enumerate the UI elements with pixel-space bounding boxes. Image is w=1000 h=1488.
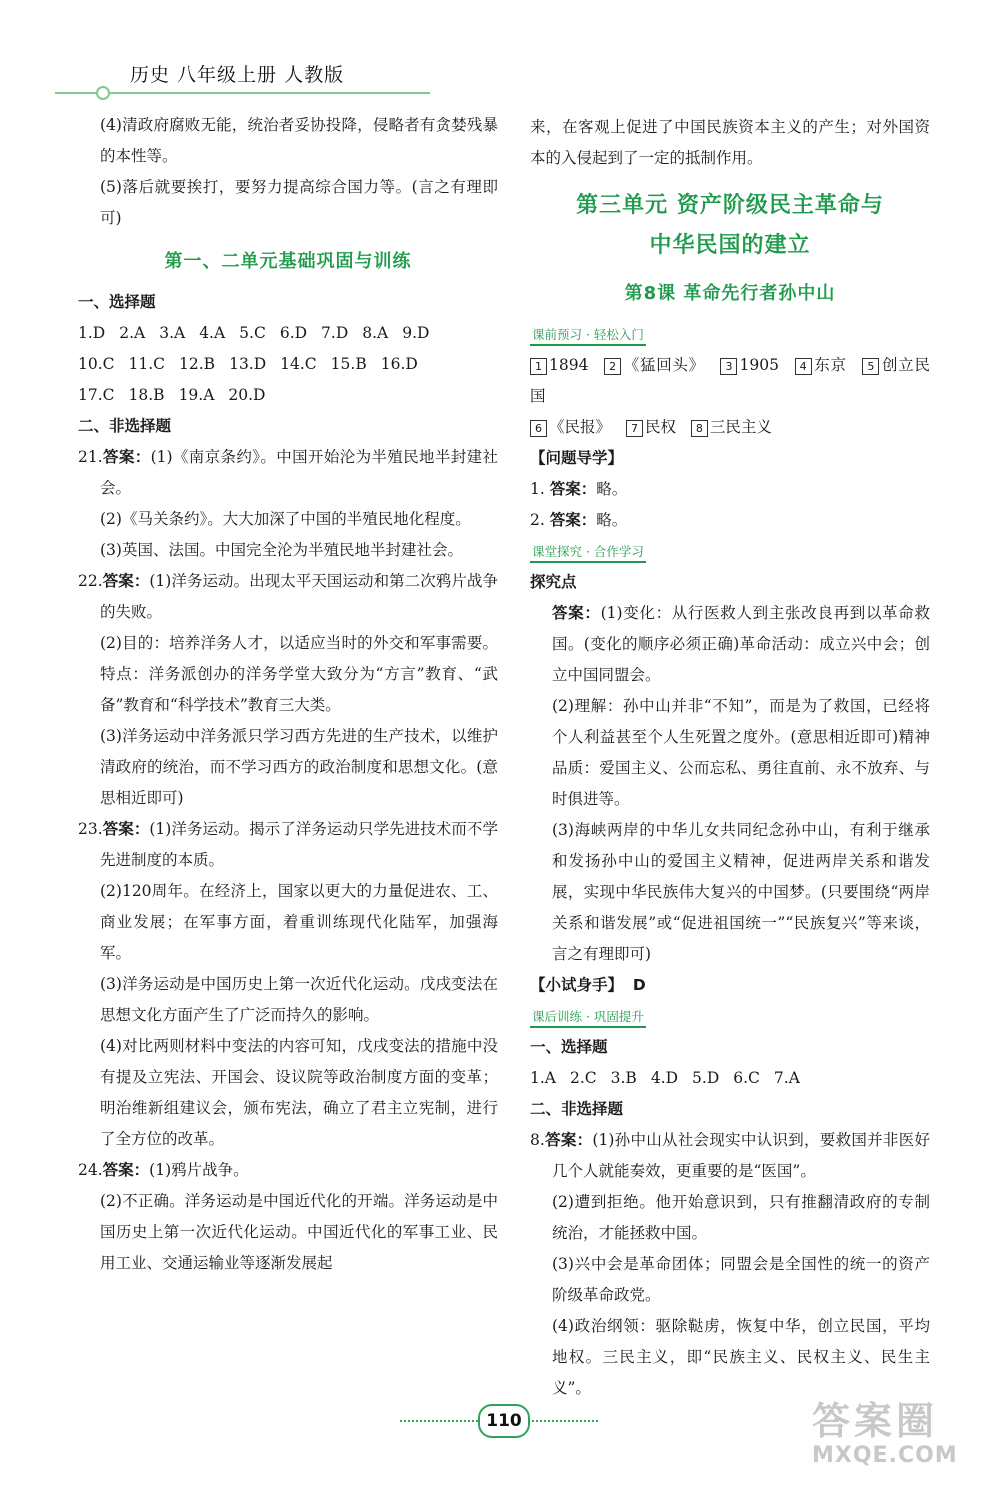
watermark-logo: 答案圈 MXQE.COM: [812, 1399, 958, 1468]
choice-answer: 19.A: [178, 386, 215, 404]
guide-heading: 【问题导学】: [530, 449, 624, 467]
choice-answers-row-3: [78, 380, 498, 411]
intro-item-5: (5)落后就要挨打，要努力提高综合国力等。(言之有理即可): [100, 178, 498, 227]
choice-answer: 2.C: [569, 1069, 597, 1087]
choice-answers-right: [530, 1063, 930, 1094]
choice-answer: 16.D: [380, 355, 418, 373]
choice-answer: 17.C: [78, 386, 115, 404]
blank-answers-row-1: 1 1894 2 《猛回头》 3 1905 4 东京 5 创立民国: [530, 356, 930, 405]
q22-answer-3: (3)洋务运动中洋务派只学习西方先进的生产技术，以维护清政府的统治，而不学习西方的政治制度和思想文化。(意思相近即可): [100, 727, 498, 807]
choice-answer: 6.C: [733, 1069, 760, 1087]
q21-answer-3: (3)英国、法国。中国完全沦为半殖民地半封建社会。: [100, 541, 463, 559]
nonchoice-heading: 二、非选择题: [78, 417, 172, 435]
q8-answer-1: 8.答案：(1)孙中山从社会现实中认识到，要救国并非医好几个人就能奏效，更重要的是“医国”。: [530, 1131, 930, 1180]
continued-text: 来，在客观上促进了中国民族资本主义的产生；对外国资本的入侵起到了一定的抵制作用。: [530, 118, 930, 167]
unit-3-title: 第三单元 资产阶级民主革命与 中华民国的建立: [576, 193, 884, 258]
q22-answer-1: 22.答案：(1)洋务运动。出现太平天国运动和第二次鸦片战争的失败。: [78, 572, 498, 621]
intro-item-4: (4)清政府腐败无能，统治者妥协投降，侵略者有贪婪残暴的本性等。: [100, 116, 498, 165]
q23-answer-4: (4)对比两则材料中变法的内容可知，戊戌变法的措施中没有提及立宪法、开国会、设议院等政治制度方面的变革；明治维新组建议会，颁布宪法，确立了君主立宪制，进行了全方位的改革。: [100, 1037, 498, 1148]
choice-answers-row-2: [78, 349, 498, 380]
header-rule: [55, 92, 430, 94]
choice-answer: 1.D: [78, 324, 106, 342]
q8-answer-4: (4)政治纲领：驱除鞑虏，恢复中华，创立民国，平均地权。三民主义，即“民族主义、民权主义、民生主义”。: [552, 1317, 930, 1397]
choice-answer: 4.A: [199, 324, 226, 342]
guide-answer-2: 2. 答案：略。: [530, 511, 628, 529]
page-number: 110: [478, 1404, 530, 1438]
choice-answer: 1.A: [530, 1069, 556, 1087]
choice-answer: 3.A: [159, 324, 186, 342]
try-yourself: 【小试身手】 D: [530, 976, 646, 994]
choice-answer: 10.C: [78, 355, 115, 373]
q22-answer-2: (2)目的：培养洋务人才，以适应当时的外交和军事需要。特点：洋务派创办的洋务学堂大致分为“方言”教育、“武备”教育和“科学技术”教育三大类。: [100, 634, 498, 714]
choice-heading: 一、选择题: [78, 293, 156, 311]
explore-answer-1: 答案：(1)变化：从行医救人到主张改良再到以革命救国。(变化的顺序必须正确)革命活动：成立兴中会；创立中国同盟会。: [552, 604, 930, 684]
explore-heading: 探究点: [530, 573, 577, 591]
q8-answer-2: (2)遭到拒绝。他开始意识到，只有推翻清政府的专制统治，才能拯救中国。: [552, 1193, 930, 1242]
blank-answers-row-2: 6 《民报》 7 民权 8 三民主义: [530, 412, 930, 443]
section-title-unit-1-2: 第一、二单元基础巩固与训练: [164, 251, 412, 272]
choice-answer: 5.D: [692, 1069, 720, 1087]
q24-answer-1: 24.答案：(1)鸦片战争。: [78, 1161, 249, 1179]
choice-answer: 6.D: [279, 324, 308, 342]
page-number-left-rule: [400, 1420, 478, 1422]
choice-answer: 2.A: [119, 324, 146, 342]
choice-answer: 7.A: [773, 1069, 800, 1087]
right-column: [530, 112, 930, 1404]
q8-answer-3: (3)兴中会是革命团体；同盟会是全国性的统一的资产阶级革命政党。: [552, 1255, 930, 1304]
choice-answer: 11.C: [128, 355, 166, 373]
choice-answer: 7.D: [321, 324, 349, 342]
choice-heading-right: 一、选择题: [530, 1038, 608, 1056]
tag-after-class: 课后训练 · 巩固提升: [530, 1008, 646, 1028]
book-header-title: 历史 八年级上册 人教版: [130, 64, 345, 86]
choice-answer: 12.B: [179, 355, 216, 373]
q21-answer-1: 21.答案：(1)《南京条约》。中国开始沦为半殖民地半封建社会。: [78, 448, 498, 497]
choice-answer: 8.A: [362, 324, 389, 342]
header-dot-ornament: [96, 86, 110, 100]
q21-answer-2: (2)《马关条约》。大大加深了中国的半殖民地化程度。: [100, 510, 471, 528]
choice-answer: 9.D: [402, 324, 430, 342]
choice-answer: 18.B: [128, 386, 165, 404]
q23-answer-3: (3)洋务运动是中国历史上第一次近代化运动。戊戌变法在思想文化方面产生了广泛而持久的影响。: [100, 975, 498, 1024]
page-number-right-rule: [528, 1420, 598, 1422]
lesson-8-title: 第8课 革命先行者孙中山: [624, 283, 836, 304]
q23-answer-2: (2)120周年。在经济上，国家以更大的力量促进农、工、商业发展；在军事方面，着重训练现代化陆军，加强海军。: [100, 882, 498, 962]
choice-answers-row-1: [78, 318, 498, 349]
choice-answer: 20.D: [228, 386, 266, 404]
explore-answer-3: (3)海峡两岸的中华儿女共同纪念孙中山，有利于继承和发扬孙中山的爱国主义精神，促进两岸关系和谐发展，实现中华民族伟大复兴的中国梦。(只要围绕“两岸关系和谐发展”或“促进祖国统一”“民族复兴”等来谈，言之有理即可): [552, 821, 930, 963]
choice-answer: 13.D: [229, 355, 267, 373]
nonchoice-heading-right: 二、非选择题: [530, 1100, 624, 1118]
q23-answer-1: 23.答案：(1)洋务运动。揭示了洋务运动只学先进技术而不学先进制度的本质。: [78, 820, 498, 869]
tag-preview: 课前预习 · 轻松入门: [530, 326, 646, 346]
choice-answer: 3.B: [610, 1069, 637, 1087]
q24-answer-2: (2)不正确。洋务运动是中国近代化的开端。洋务运动是中国历史上第一次近代化运动。中国近代化的军事工业、民用工业、交通运输业等逐渐发展起: [100, 1192, 498, 1272]
left-column: [78, 110, 498, 1279]
choice-answer: 14.C: [280, 355, 317, 373]
tag-class: 课堂探究 · 合作学习: [530, 543, 646, 563]
choice-answer: 5.C: [239, 324, 266, 342]
choice-answer: 15.B: [330, 355, 367, 373]
explore-answer-2: (2)理解：孙中山并非“不知”，而是为了救国，已经将个人利益甚至个人生死置之度外。(意思相近即可)精神品质：爱国主义、公而忘私、勇往直前、永不放弃、与时俱进等。: [552, 697, 930, 808]
choice-answer: 4.D: [650, 1069, 679, 1087]
guide-answer-1: 1. 答案：略。: [530, 480, 628, 498]
